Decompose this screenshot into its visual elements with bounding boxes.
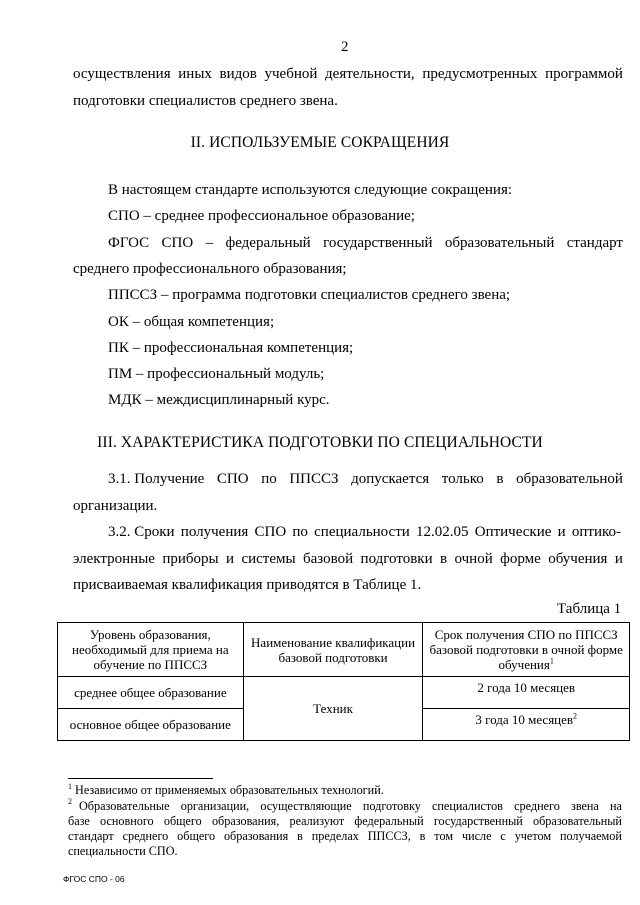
intro-line-1 (73, 65, 623, 83)
word: специальности (314, 524, 410, 540)
word: в (419, 829, 426, 843)
table-row (58, 677, 630, 709)
footnote-1 (68, 783, 384, 798)
word: в (440, 551, 448, 567)
abbrev-lead: В настоящем стандарте используются следующие сокращения: (108, 182, 513, 198)
para-3-1-line-1 (108, 470, 623, 488)
cell-term (423, 709, 630, 741)
header-qualification-text: Наименование квалификации базовой подготовки (251, 634, 416, 665)
cell-level-text: среднее общее образование (74, 685, 227, 700)
table-header-row (58, 623, 630, 677)
word: пределах (311, 829, 359, 843)
para-3-2-line-2 (73, 550, 623, 568)
word: по (261, 471, 277, 487)
abbrev-pk: ПК – профессиональная компетенция; (108, 340, 354, 356)
footnote-divider (68, 778, 213, 779)
word: среднего (514, 799, 560, 813)
word: общего (163, 814, 202, 828)
word: образовательной (516, 471, 623, 487)
cell-term-text: 2 года 10 месяцев (477, 680, 576, 695)
word: на (610, 799, 622, 813)
word: звена (571, 799, 599, 813)
word: очной (454, 551, 493, 567)
word: среднего (122, 829, 169, 843)
word: предусмотренных (422, 66, 538, 82)
word: 3.1. Получение (108, 471, 205, 487)
word: 12.02.05 (416, 524, 469, 540)
word: федеральный (225, 235, 311, 251)
footnote-2-line-3 (68, 829, 622, 844)
section-2-heading: II. ИСПОЛЬЗУЕМЫЕ СОКРАЩЕНИЯ (190, 134, 450, 151)
abbrev-ppssz: ППССЗ – программа подготовки специалистов среднего звена; (108, 287, 511, 303)
footnote-2-line-1 (79, 799, 622, 814)
word: ППССЗ, (367, 829, 411, 843)
word: приборы (162, 551, 219, 567)
word: оптико- (571, 524, 621, 540)
word: базе (68, 814, 90, 828)
word: СПО (216, 471, 249, 487)
abbrev-ok: ОК – общая компетенция; (108, 314, 275, 330)
word: числе (461, 829, 492, 843)
footnote-ref-1: 1 (549, 656, 554, 666)
abbrev-mdk: МДК – междисциплинарный курс. (108, 392, 330, 408)
footnote-2-mark (68, 798, 72, 813)
word: обучения (548, 551, 608, 567)
word: – (205, 235, 214, 251)
intro-line-2: подготовки специалистов среднего звена. (73, 93, 338, 109)
cell-level-text: основное общее образование (69, 717, 231, 732)
word: видов (219, 66, 257, 82)
word: программой (545, 66, 623, 82)
word: том (434, 829, 454, 843)
abbrev-spo: СПО – среднее профессиональное образование; (108, 208, 415, 224)
header-term-text: Срок получения СПО по ППССЗ базовой подготовки в очной форме обучения (429, 627, 623, 672)
cell-term (423, 677, 630, 709)
word: только (441, 471, 484, 487)
word: и (226, 551, 235, 567)
para-3-2-line-3: присваиваемая квалификация приводятся в Таблице 1. (73, 577, 422, 593)
word: образовательный (444, 235, 555, 251)
word: и (557, 524, 566, 540)
word: учебной (264, 66, 318, 82)
word: системы (241, 551, 296, 567)
word: федеральный (354, 814, 424, 828)
word: учетом (514, 829, 552, 843)
word: с (500, 829, 506, 843)
word: иных (178, 66, 212, 82)
para-3-2-line-1 (108, 523, 621, 541)
word: государственный (323, 235, 433, 251)
footnote-1-text: Независимо от применяемых образовательных технологий. (75, 783, 384, 797)
word: допускается (351, 471, 430, 487)
table-caption: Таблица 1 (557, 601, 622, 617)
word: в (496, 471, 504, 487)
word: стандарт (68, 829, 114, 843)
abbrev-fgos-line-2: среднего профессионального образования; (73, 261, 347, 277)
footnote-2-mark-sup: 2 (68, 796, 72, 806)
word: в (297, 829, 303, 843)
word: Образовательные (79, 799, 170, 813)
word: 3.2. Сроки (108, 524, 175, 540)
abbrev-pm: ПМ – профессиональный модуль; (108, 366, 325, 382)
page-number: 2 (341, 39, 349, 55)
word: осуществления (73, 66, 171, 82)
word: ППССЗ (289, 471, 339, 487)
section-3-heading: III. ХАРАКТЕРИСТИКА ПОДГОТОВКИ ПО СПЕЦИАЛЬНОСТИ (97, 434, 543, 451)
word: реализуют (289, 814, 345, 828)
word: подготовку (362, 799, 421, 813)
word: получения (180, 524, 249, 540)
cell-qualification (243, 677, 423, 741)
word: форме (500, 551, 541, 567)
word: деятельности, (325, 66, 415, 82)
cell-term-text: 3 года 10 месяцев (475, 712, 574, 727)
cell-level (58, 709, 244, 741)
word: электронные (73, 551, 155, 567)
word: базовой (303, 551, 354, 567)
abbrev-fgos-line-1 (108, 234, 623, 252)
footnote-2-line-4: специальности СПО. (68, 844, 178, 858)
word: СПО (254, 524, 287, 540)
word: подготовки (360, 551, 433, 567)
word: осуществляющие (260, 799, 352, 813)
footnote-ref-2: 2 (573, 711, 578, 721)
word: СПО (161, 235, 194, 251)
word: образования (223, 829, 289, 843)
word: образовательный (533, 814, 622, 828)
word: по (292, 524, 308, 540)
para-3-1-line-2: организации. (73, 498, 158, 514)
header-qualification (243, 623, 423, 677)
header-education-level-text: Уровень образования, необходимый для приема на обучение по ППССЗ (72, 627, 229, 672)
footnote-2-line-2 (68, 814, 622, 829)
word: Оптические (474, 524, 552, 540)
word: и (614, 551, 623, 567)
cell-qualification-text: Техник (313, 701, 353, 716)
document-code: ФГОС СПО - 06 (63, 874, 125, 884)
word: специалистов (432, 799, 503, 813)
word: образования, (211, 814, 280, 828)
word: получаемой (559, 829, 622, 843)
header-term (423, 623, 630, 677)
word: общего (177, 829, 216, 843)
word: стандарт (566, 235, 623, 251)
word: организации, (180, 799, 250, 813)
footnote-1-mark: 1 (68, 781, 72, 791)
header-education-level (58, 623, 244, 677)
word: ФГОС (108, 235, 150, 251)
word: основного (100, 814, 154, 828)
word: государственный (433, 814, 523, 828)
terms-table (57, 622, 630, 741)
cell-level (58, 677, 244, 709)
